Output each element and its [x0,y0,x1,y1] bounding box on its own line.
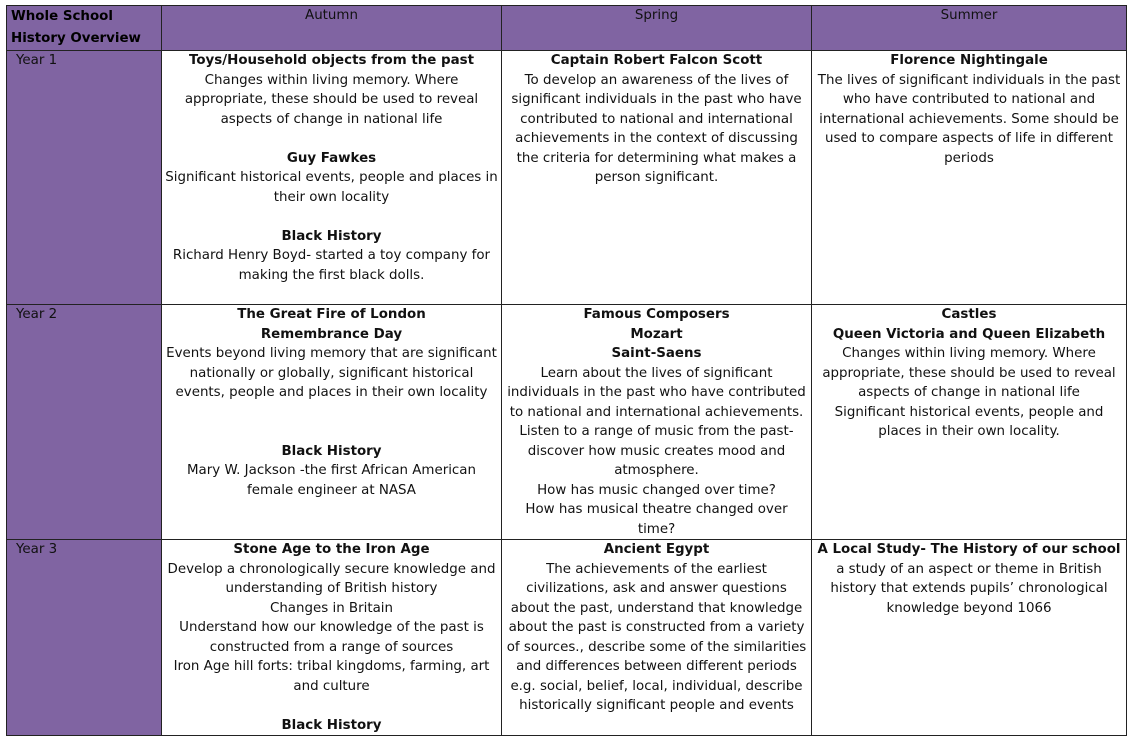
year2-autumn-cell [162,305,502,540]
header-summer: Summer [812,6,1127,51]
year2-spring-cell [502,305,812,540]
topic-description: Richard Henry Boyd- started a toy company for making the first black dolls. [172,248,491,283]
topic-description: Iron Age hill forts: tribal kingdoms, farming, art and culture [173,659,490,694]
topic-description: Listen to a range of music from the past- discover how music creates mood and atmosphere. [519,424,794,478]
topic-description: How has musical theatre changed over time? [525,502,788,537]
topic-description: How has music changed over time? [537,482,776,498]
topic-description: Significant historical events, people and places in their own locality. [834,404,1104,439]
topic-title: A Local Study- The History of our school [817,542,1121,557]
table-row-year-1 [7,51,1127,305]
topic-title: Toys/Household objects from the past [188,53,475,68]
topic-description: Mary W. Jackson -the first African American female engineer at NASA [187,463,476,498]
table-title-line2: History Overview [11,31,141,46]
topic-title: Black History [281,443,382,459]
year1-summer-cell [812,51,1127,305]
topic-title: Queen Victoria and Queen Elizabeth [832,326,1106,342]
topic-description: Changes in Britain [269,600,394,616]
year-label: Year 3 [7,540,162,736]
table-row-year-3 [7,540,1127,736]
year3-summer-cell [812,540,1127,736]
topic-description: Develop a chronologically secure knowledge and understanding of British history [167,561,496,596]
topic-description: The achievements of the earliest civilizations, ask and answer questions about the past, understand that knowledge about the past is constructed from a variety of sources., describe some of the similarities and differences between different periods e.g. social, belief, local, individual, describe historically significant people and events [506,561,807,713]
topic-title: Saint-Saens [611,346,702,361]
year1-autumn-cell [162,51,502,305]
header-spring: Spring [502,6,812,51]
topic-description: a study of an aspect or theme in British history that extends pupils’ chronological knowledge beyond 1066 [830,561,1108,616]
topic-title: The Great Fire of London [237,307,426,322]
header-row [7,6,1127,51]
topic-title: Mozart [630,326,683,342]
topic-description: Understand how our knowledge of the past is constructed from a range of sources [179,620,484,655]
topic-title: Stone Age to the Iron Age [233,542,430,557]
year3-autumn-cell [162,540,502,736]
topic-description: Learn about the lives of significant individuals in the past who have contributed to national and international achievements. [507,365,806,420]
year-label: Year 2 [7,305,162,540]
table-title-line1: Whole School [11,9,113,24]
topic-title: Remembrance Day [260,326,403,342]
history-overview-table [6,5,1127,736]
topic-description: Changes within living memory. Where appropriate, these should be used to reveal aspects of change in national life [822,346,1116,400]
topic-title: Famous Composers [583,307,730,322]
year2-summer-cell [812,305,1127,540]
topic-title: Ancient Egypt [603,542,710,557]
table-row-year-2 [7,305,1127,540]
topic-description: Events beyond living memory that are significant nationally or globally, significant historical events, people and places in their own locality [166,346,497,400]
topic-title: Castles [941,307,997,322]
topic-description: To develop an awareness of the lives of significant individuals in the past who have contributed to national and international achievements in the context of discussing the criteria for determining what makes a person significant. [511,72,802,185]
topic-description: Changes within living memory. Where appropriate, these should be used to reveal aspects of change in national life [184,72,479,127]
topic-description: The lives of significant individuals in the past who have contributed to national and international achievements. Some should be used to compare aspects of life in different periods [817,72,1121,166]
header-autumn: Autumn [162,6,502,51]
topic-title: Black History [281,228,382,244]
year1-spring-cell [502,51,812,305]
table-title [7,6,162,51]
year-label: Year 1 [7,51,162,305]
topic-title: Florence Nightingale [890,53,1048,68]
topic-title: Guy Fawkes [286,150,377,166]
year3-spring-cell [502,540,812,736]
topic-title: Captain Robert Falcon Scott [550,53,763,68]
topic-description: Significant historical events, people and places in their own locality [165,170,498,205]
topic-title: Black History [281,717,382,733]
